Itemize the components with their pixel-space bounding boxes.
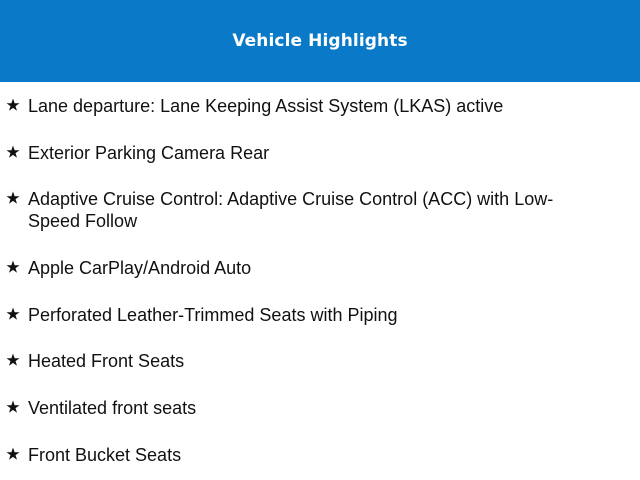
star-icon (5, 352, 21, 368)
star-icon (5, 399, 21, 415)
star-icon (5, 190, 21, 206)
highlight-label: Perforated Leather-Trimmed Seats with Piping (28, 305, 398, 325)
star-icon (5, 259, 21, 275)
star-icon (5, 97, 21, 113)
highlight-label: Front Bucket Seats (28, 445, 182, 465)
star-icon (5, 306, 21, 322)
header-bar (0, 0, 640, 82)
highlight-label: Ventilated front seats (28, 398, 197, 418)
highlight-label: Lane departure: Lane Keeping Assist System (LKAS) active (28, 96, 504, 116)
page-title: Vehicle Highlights (232, 31, 408, 51)
highlight-label: Heated Front Seats (28, 351, 185, 371)
highlight-label: Apple CarPlay/Android Auto (28, 258, 252, 278)
highlight-label: Adaptive Cruise Control: Adaptive Cruise Control (ACC) with Low-Speed Follow (28, 189, 554, 231)
star-icon (5, 446, 21, 462)
highlight-label: Exterior Parking Camera Rear (28, 143, 270, 163)
star-icon (5, 144, 21, 160)
